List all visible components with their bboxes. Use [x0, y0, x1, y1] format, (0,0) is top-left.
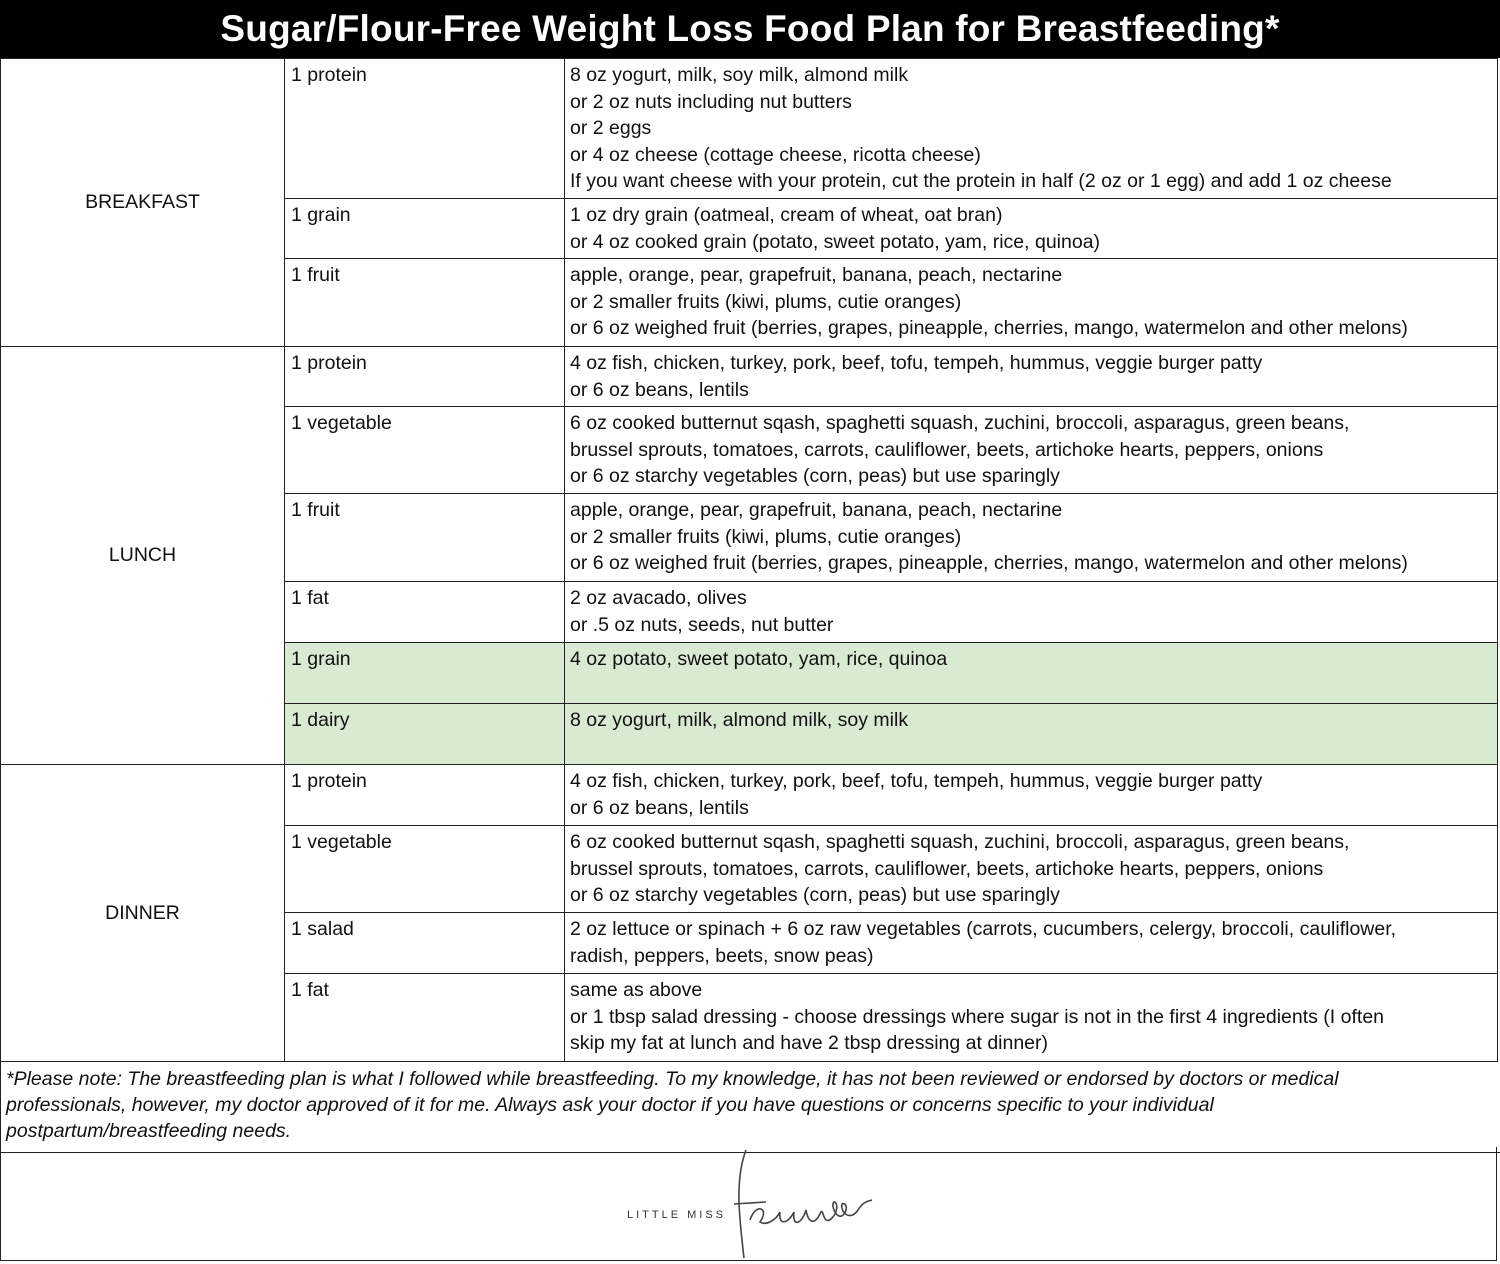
option-line: or 2 oz nuts including nut butters	[570, 90, 852, 113]
serving-cell: 1 fat	[285, 974, 565, 1062]
page-title: Sugar/Flour-Free Weight Loss Food Plan for Breastfeeding*	[0, 0, 1500, 58]
option-line: or 2 smaller fruits (kiwi, plums, cutie oranges)	[570, 525, 962, 548]
option-line: 6 oz cooked butternut sqash, spaghetti squash, zuchini, broccoli, asparagus, green beans,	[570, 831, 1350, 853]
option-line: apple, orange, pear, grapefruit, banana, peach, nectarine	[570, 264, 1063, 286]
option-line: 2 oz lettuce or spinach + 6 oz raw vegetables (carrots, cucumbers, celergy, broccoli, cauliflower,	[570, 918, 1397, 940]
option-line: or 6 oz starchy vegetables (corn, peas) but use sparingly	[570, 465, 1060, 487]
option-line: 8 oz yogurt, milk, soy milk, almond milk	[570, 64, 909, 86]
table-row	[1, 765, 1498, 826]
serving-cell: 1 fruit	[285, 494, 565, 582]
option-line: or 6 oz weighed fruit (berries, grapes, pineapple, cherries, mango, watermelon and other melons)	[570, 317, 1408, 339]
note-line: postpartum/breastfeeding needs.	[6, 1120, 292, 1142]
option-line: or .5 oz nuts, seeds, nut butter	[570, 613, 834, 636]
serving-cell: 1 protein	[285, 59, 565, 199]
serving-cell: 1 vegetable	[285, 407, 565, 494]
options-cell	[565, 199, 1498, 259]
option-line: If you want cheese with your protein, cut the protein in half (2 oz or 1 egg) and add 1 oz cheese	[570, 170, 1392, 192]
serving-cell: 1 dairy	[285, 704, 565, 765]
options-cell	[565, 704, 1498, 765]
option-line: 2 oz avacado, olives	[570, 587, 747, 609]
option-line: or 6 oz beans, lentils	[570, 796, 749, 819]
meal-name-cell: LUNCH	[1, 347, 285, 765]
options-cell	[565, 494, 1498, 582]
option-line: or 6 oz starchy vegetables (corn, peas) but use sparingly	[570, 884, 1060, 906]
options-cell	[565, 347, 1498, 407]
note-line: professionals, however, my doctor approved of it for me. Always ask your doctor if you have questions or concerns specific to your individual	[6, 1094, 1214, 1116]
option-line: skip my fat at lunch and have 2 tbsp dressing at dinner)	[570, 1032, 1049, 1054]
logo-small-text: LITTLE MISS	[627, 1209, 727, 1221]
option-line: apple, orange, pear, grapefruit, banana, peach, nectarine	[570, 499, 1063, 521]
option-line: or 1 tbsp salad dressing - choose dressings where sugar is not in the first 4 ingredients (I often	[570, 1005, 1385, 1028]
meal-name-cell: BREAKFAST	[1, 59, 285, 347]
option-line: 4 oz potato, sweet potato, yam, rice, quinoa	[570, 648, 948, 670]
meal-name-cell: DINNER	[1, 765, 285, 1062]
disclaimer-note	[0, 1059, 1500, 1153]
food-plan-table	[0, 58, 1498, 1062]
serving-cell: 1 protein	[285, 347, 565, 407]
serving-cell: 1 vegetable	[285, 826, 565, 913]
serving-cell: 1 fat	[285, 582, 565, 643]
options-cell	[565, 974, 1498, 1062]
option-line: or 4 oz cooked grain (potato, sweet potato, yam, rice, quinoa)	[570, 230, 1101, 253]
options-cell	[565, 259, 1498, 347]
options-cell	[565, 765, 1498, 826]
option-line: same as above	[570, 979, 703, 1001]
option-line: 4 oz fish, chicken, turkey, pork, beef, tofu, tempeh, hummus, veggie burger patty	[570, 770, 1263, 792]
table-row	[1, 59, 1498, 199]
option-line: or 2 smaller fruits (kiwi, plums, cutie oranges)	[570, 290, 962, 313]
serving-cell: 1 fruit	[285, 259, 565, 347]
option-line: brussel sprouts, tomatoes, carrots, cauliflower, beets, artichoke hearts, peppers, onions	[570, 857, 1324, 880]
options-cell	[565, 826, 1498, 913]
options-cell	[565, 407, 1498, 494]
option-line: 1 oz dry grain (oatmeal, cream of wheat, oat bran)	[570, 204, 1003, 226]
option-line: or 2 eggs	[570, 117, 652, 139]
options-cell	[565, 582, 1498, 643]
option-line: or 6 oz beans, lentils	[570, 378, 749, 401]
option-line: 6 oz cooked butternut sqash, spaghetti squash, zuchini, broccoli, asparagus, green beans,	[570, 412, 1350, 434]
serving-cell: 1 grain	[285, 643, 565, 704]
note-line: *Please note: The breastfeeding plan is what I followed while breastfeeding. To my knowledge, it has not been reviewed or endorsed by doctors or medical	[6, 1068, 1339, 1090]
options-cell	[565, 59, 1498, 199]
option-line: or 4 oz cheese (cottage cheese, ricotta cheese)	[570, 143, 981, 166]
option-line: brussel sprouts, tomatoes, carrots, cauliflower, beets, artichoke hearts, peppers, onions	[570, 438, 1324, 461]
option-line: 4 oz fish, chicken, turkey, pork, beef, tofu, tempeh, hummus, veggie burger patty	[570, 352, 1263, 374]
options-cell	[565, 913, 1498, 974]
option-line: or 6 oz weighed fruit (berries, grapes, pineapple, cherries, mango, watermelon and other melons)	[570, 552, 1408, 574]
serving-cell: 1 grain	[285, 199, 565, 259]
table-row	[1, 347, 1498, 407]
serving-cell: 1 protein	[285, 765, 565, 826]
options-cell	[565, 643, 1498, 704]
option-line: radish, peppers, beets, snow peas)	[570, 944, 874, 967]
logo-script	[726, 1142, 876, 1262]
option-line: 8 oz yogurt, milk, almond milk, soy milk	[570, 709, 909, 731]
serving-cell: 1 salad	[285, 913, 565, 974]
